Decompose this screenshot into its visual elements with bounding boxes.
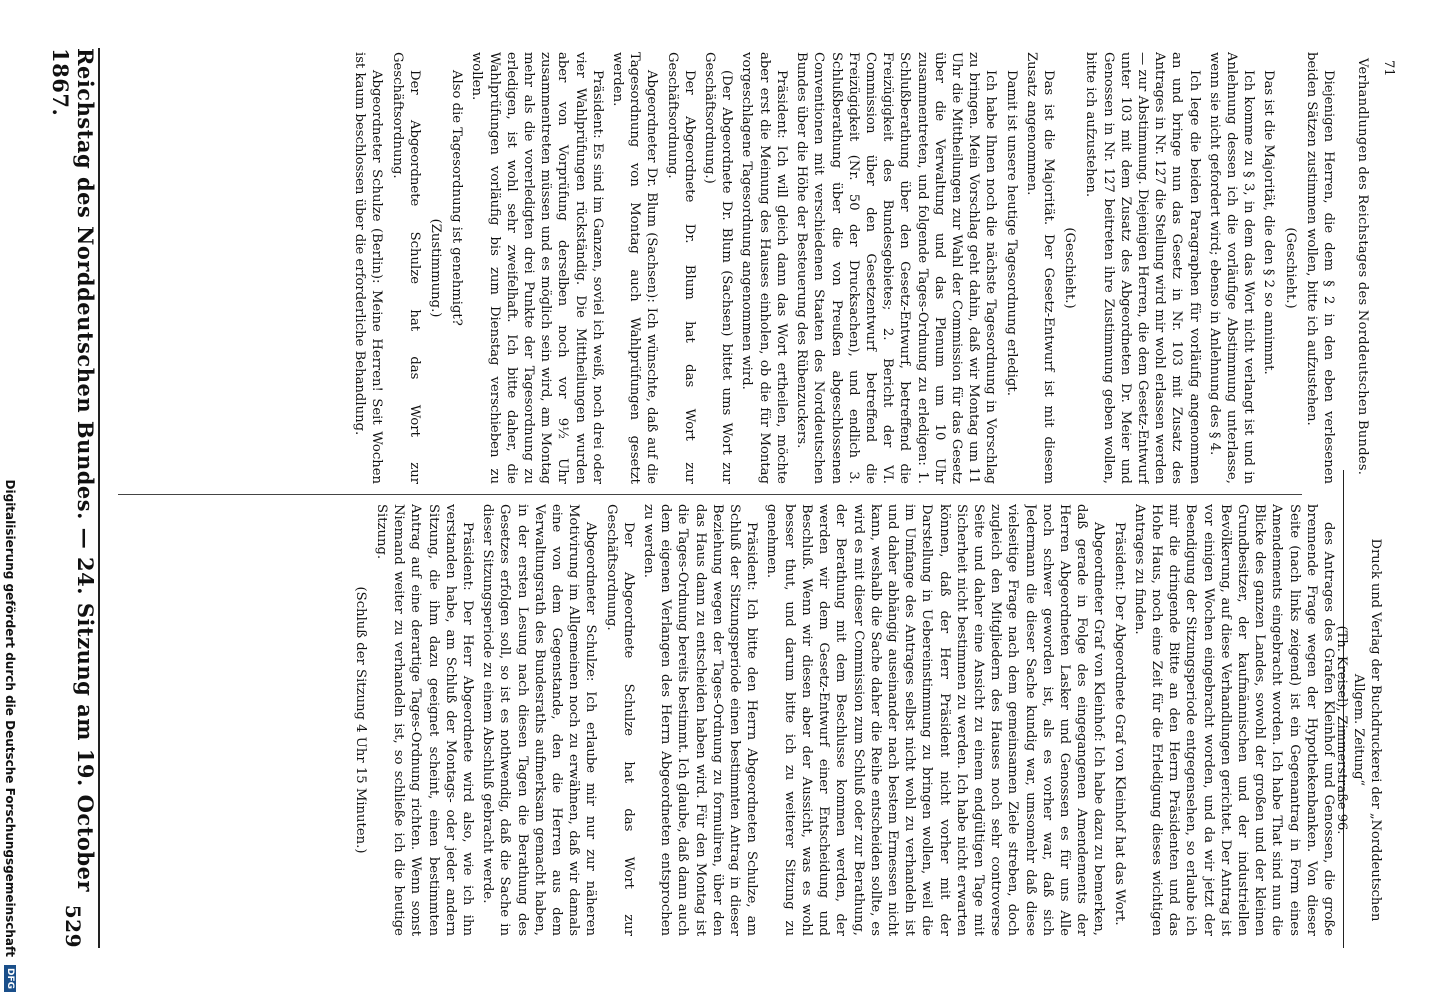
left-column-paragraph: Also die Tagesordnung ist genehmigt? (449, 70, 465, 326)
column-divider (118, 494, 1302, 495)
left-column-paragraph: Ich habe Ihnen noch die nächste Tagesordnung in Vorschlag zu bringen. Mein Vorschlag geht dahin, daß wir Montag um 11 Uhr die Mittheilungen zur Wahl der Commission für das Gesetz über die Verwaltung und das Plenum um 10 Uhr zusammentreten, und folgende Tages-Ordnung zu erledigen: 1. Schlußberathung über den Gesetz-Entwurf, betreffend die Freizügigkeit des Bundesgebietes; 2. Bericht der VI. Commission über den Gesetzentwurf betreffend die Freizügigkeit (Nr. 50 der Drucksachen), und endlich 3. Schlußberathung über die von Preußen abgeschlossenen Conventionen mit verschiedenen Staaten des Norddeutschen Bundes über die Höhe der Besteuerung des Rübenzuckers. (794, 52, 999, 484)
right-column-paragraph: Präsident: Ich bitte den Herrn Abgeordneten Schulze, am Schluß der Sitzungsperiode einen bestimmten Antrag in dieser Beziehung wegen der Tages-Ordnung zu formuliren, über den das Haus dann zu entscheiden haben wird. Für den Montag ist die Tages-Ordnung bereits bestimmt. Ich glaube, daß dann auch dem eigenen Verlangen des Herrn Abgeordneten entsprochen zu werden. (641, 504, 760, 936)
left-column-paragraph: Präsident: Es sind im Ganzen, soviel ich weiß, noch drei oder vier Wahlprüfungen rückständig. Die Mittheilungen wurden aber von Vorprüfung derselben noch vor 9½ Uhr zusammentreten müssen und es möglich sein wird, am Montag mehr als die vorerledigten drei Punkte der Tagesordnung zu erledigen, ist wohl sehr zweifelhaft. Ich bitte daher, die Wahlprüfungen vorläufig bis zum Dienstag verschieben zu wollen. (469, 52, 605, 484)
left-column-paragraph: Damit ist unsere heutige Tagesordnung erledigt. (1003, 70, 1019, 396)
left-column-paragraph: Der Abgeordnete Dr. Blum hat das Wort zur Geschäftsordnung. (664, 52, 697, 484)
left-column-paragraph: (Zustimmung.) (428, 218, 444, 318)
left-column (110, 52, 1337, 484)
left-column-paragraph: Ich lege die beiden Paragraphen für vorläufig angenommen an und bringe nun das Gesetz in Nr. 103 mit Zusatz des Antrages in Nr. 127 die Stellung wird mir wohl erlassen werden — zur Abstimmung. Diejenigen Herren, die dem Gesetz-Entwurf unter 103 mit dem Zusatz des Abgeordneten Dr. Meier und Genossen in Nr. 127 beitreten ihre Zustimmung geben wollen, bitte ich aufzustehen. (1083, 52, 1202, 484)
digitization-bar (0, 0, 20, 1000)
left-column-paragraph: Ich komme zu § 3, in dem das Wort nicht verlangt ist und in Anlehnung dessen ich die vorläufige Abstimmung unterlasse, wenn sie nicht gefordert wird; ebenso in Anlehnung des § 4. (1206, 52, 1257, 484)
right-column-paragraph: Der Abgeordnete Schulze hat das Wort zur Geschäftsordnung. (603, 504, 636, 936)
footer-publication: Verhandlungen des Reichstages des Norddeutschen Bundes. (1355, 58, 1370, 476)
right-column-paragraph: (Schluß der Sitzung 4 Uhr 15 Minuten.) (352, 586, 368, 854)
signature-mark: 71 (1381, 60, 1396, 77)
printer-line-2: (Th. Kreisel), Zimmerstraße 96. (1334, 625, 1349, 835)
left-column-paragraph: (Geschieht.) (1282, 227, 1298, 309)
right-column (110, 504, 1337, 936)
page-number: 529 (61, 904, 85, 948)
right-column-paragraph: Abgeordneter Graf von Kleinhof: Ich habe dazu zu bemerken, daß gerade in Folge des eingegangenen Amendements der Herren Abgeordneten Lasker und Genossen es für uns Alle noch schwer geworden ist, als es vorher war, daß sich Jedermann die dieser Sache kundig war, umsomehr daß diese vielseitige Frage nach dem gemeinsamen Ziele streben, doch zugleich den Mitgliedern des Hauses noch sehr controverse Seite und daher eine Ansicht zu einem endgültigen Tage mit Sicherheit nicht bestimmen zu werden. Ich habe nicht erwarten können, daß der Herr Präsident nicht vorher mit der Darstellung in Uebereinstimmung zu bringen wollen, weil die im Umfange des Antrages selbst nicht wohl zu verhandeln ist und daher abhängig auseinander nach bestem Ermessen nicht kann, weshalb die Sache daher die Reihe entscheiden sollte, es wird es mit dieser Commission zum Schluß oder zur Berathung, der Berathung mit dem Beschlusse kommen werden, der werden wir dem Gesetz-Entwurf einer Entscheidung und Beschluß. Wenn wir diesen aber der Aussicht, was es wohl besser thut, und darum bitte ich zu weiterer Sitzung zu genehmen. (764, 504, 1107, 936)
printer-imprint (1333, 520, 1384, 940)
left-column-paragraph: (Geschieht.) (1062, 227, 1078, 309)
left-column-paragraph: Abgeordneter Dr. Blum (Sachsen): Ich wünschte, daß auf die Tagesordnung von Montag auch Wahlprüfungen gesetzt werden. (610, 52, 660, 484)
page-title: Reichstag des Norddeutschen Bundes. — 24. Sitzung am 19. October 1867. (48, 48, 98, 893)
right-column-paragraph: Präsident: Der Abgeordnete Graf von Kleinhof hat das Wort. (1111, 522, 1127, 926)
digitization-credit: Digitalisierung gefördert durch die Deutsche Forschungsgemeinschaft (3, 479, 17, 957)
left-column-paragraph: Das ist die Majorität, die den § 2 so annimmt. (1261, 70, 1277, 375)
left-column-paragraph: Präsident: Ich will gleich dann das Wort ertheilen, möchte aber erst die Meinung des Hauses einholen, ob die für Montag vorgeschlagene Tagesordnung angenommen wird. (739, 52, 789, 484)
right-column-paragraph: des Antrages des Grafen Kleinhof und Genossen, die große brennende Frage wegen der Hypothekenbanken. Von dieser Seite (nach links zeigend) ist ein Gegenantrag in Form eines Amendements eingebracht worden. Ich habe That sind nun die Blicke des ganzen Landes, sowohl der großen und der kleinen Grundbesitzer, der kaufmännischen und der industriellen Bevölkerung, auf diese Verhandlungen gerichtet. Der Antrag ist vor einigen Wochen eingebracht worden, und da wir jetzt der Beendigung der Sitzungsperiode entgegensehen, so erlaube ich mir die dringende Bitte an den Herrn Präsidenten und das Hohe Haus, noch eine Zeit für die Erledigung dieses wichtigen Antrages zu finden. (1131, 504, 1336, 936)
left-column-paragraph: (Der Abgeordnete Dr. Blum (Sachsen) bittet ums Wort zur Geschäftsordnung.) (702, 52, 735, 484)
left-column-paragraph: Diejenigen Herren, die dem § 2 in den eben verlesenen beiden Sätzen zustimmen wollen, bitte ich aufzustehen. (1303, 52, 1336, 484)
right-column-paragraph: Abgeordneter Schulze: Ich erlaube mir nur zur näheren Motivirung im Allgemeinen noch zu erwähnen, daß wir damals eine von dem Gegenstande, den die Herren aus dem Verwaltungsrath des Bundesraths aufmerksam gemacht haben, in der ersten Lesung nach diesen Tagen die Berathung des Gesetzes erfolgen soll, so ist es nothwendig, daß die Sache in dieser Sitzungsperiode zu einem Abschluß gebracht werde. (480, 504, 599, 936)
left-column-paragraph: Das ist die Majorität. Der Gesetz-Entwurf ist mit diesem Zusatz angenommen. (1023, 52, 1056, 484)
right-column-paragraph: Präsident: Der Herr Abgeordnete wird also, wie ich ihn verstanden habe, am Schluß der Montags- oder jeder andern Sitzung, die ihm dazu geeignet scheint, einen bestimmten Antrag auf eine derartige Tages-Ordnung richten. Wenn sonst Niemand weiter zu verhandeln ist, so schließe ich die heutige Sitzung. (374, 504, 476, 936)
header-rule (98, 48, 100, 948)
left-column-paragraph: Abgeordneter Schulze (Berlin): Meine Herren! Seit Wochen ist kaum beschlossen über die erforderliche Behandlung. (352, 52, 385, 484)
left-column-paragraph: Der Abgeordnete Schulze hat das Wort zur Geschäftsordnung. (389, 52, 422, 484)
dfg-logo: DFG (4, 965, 16, 992)
page-header (48, 48, 98, 948)
printer-line-1: Druck und Verlag der Buchdruckerei der „Norddeutschen Allgem. Zeitung“ (1351, 538, 1383, 922)
